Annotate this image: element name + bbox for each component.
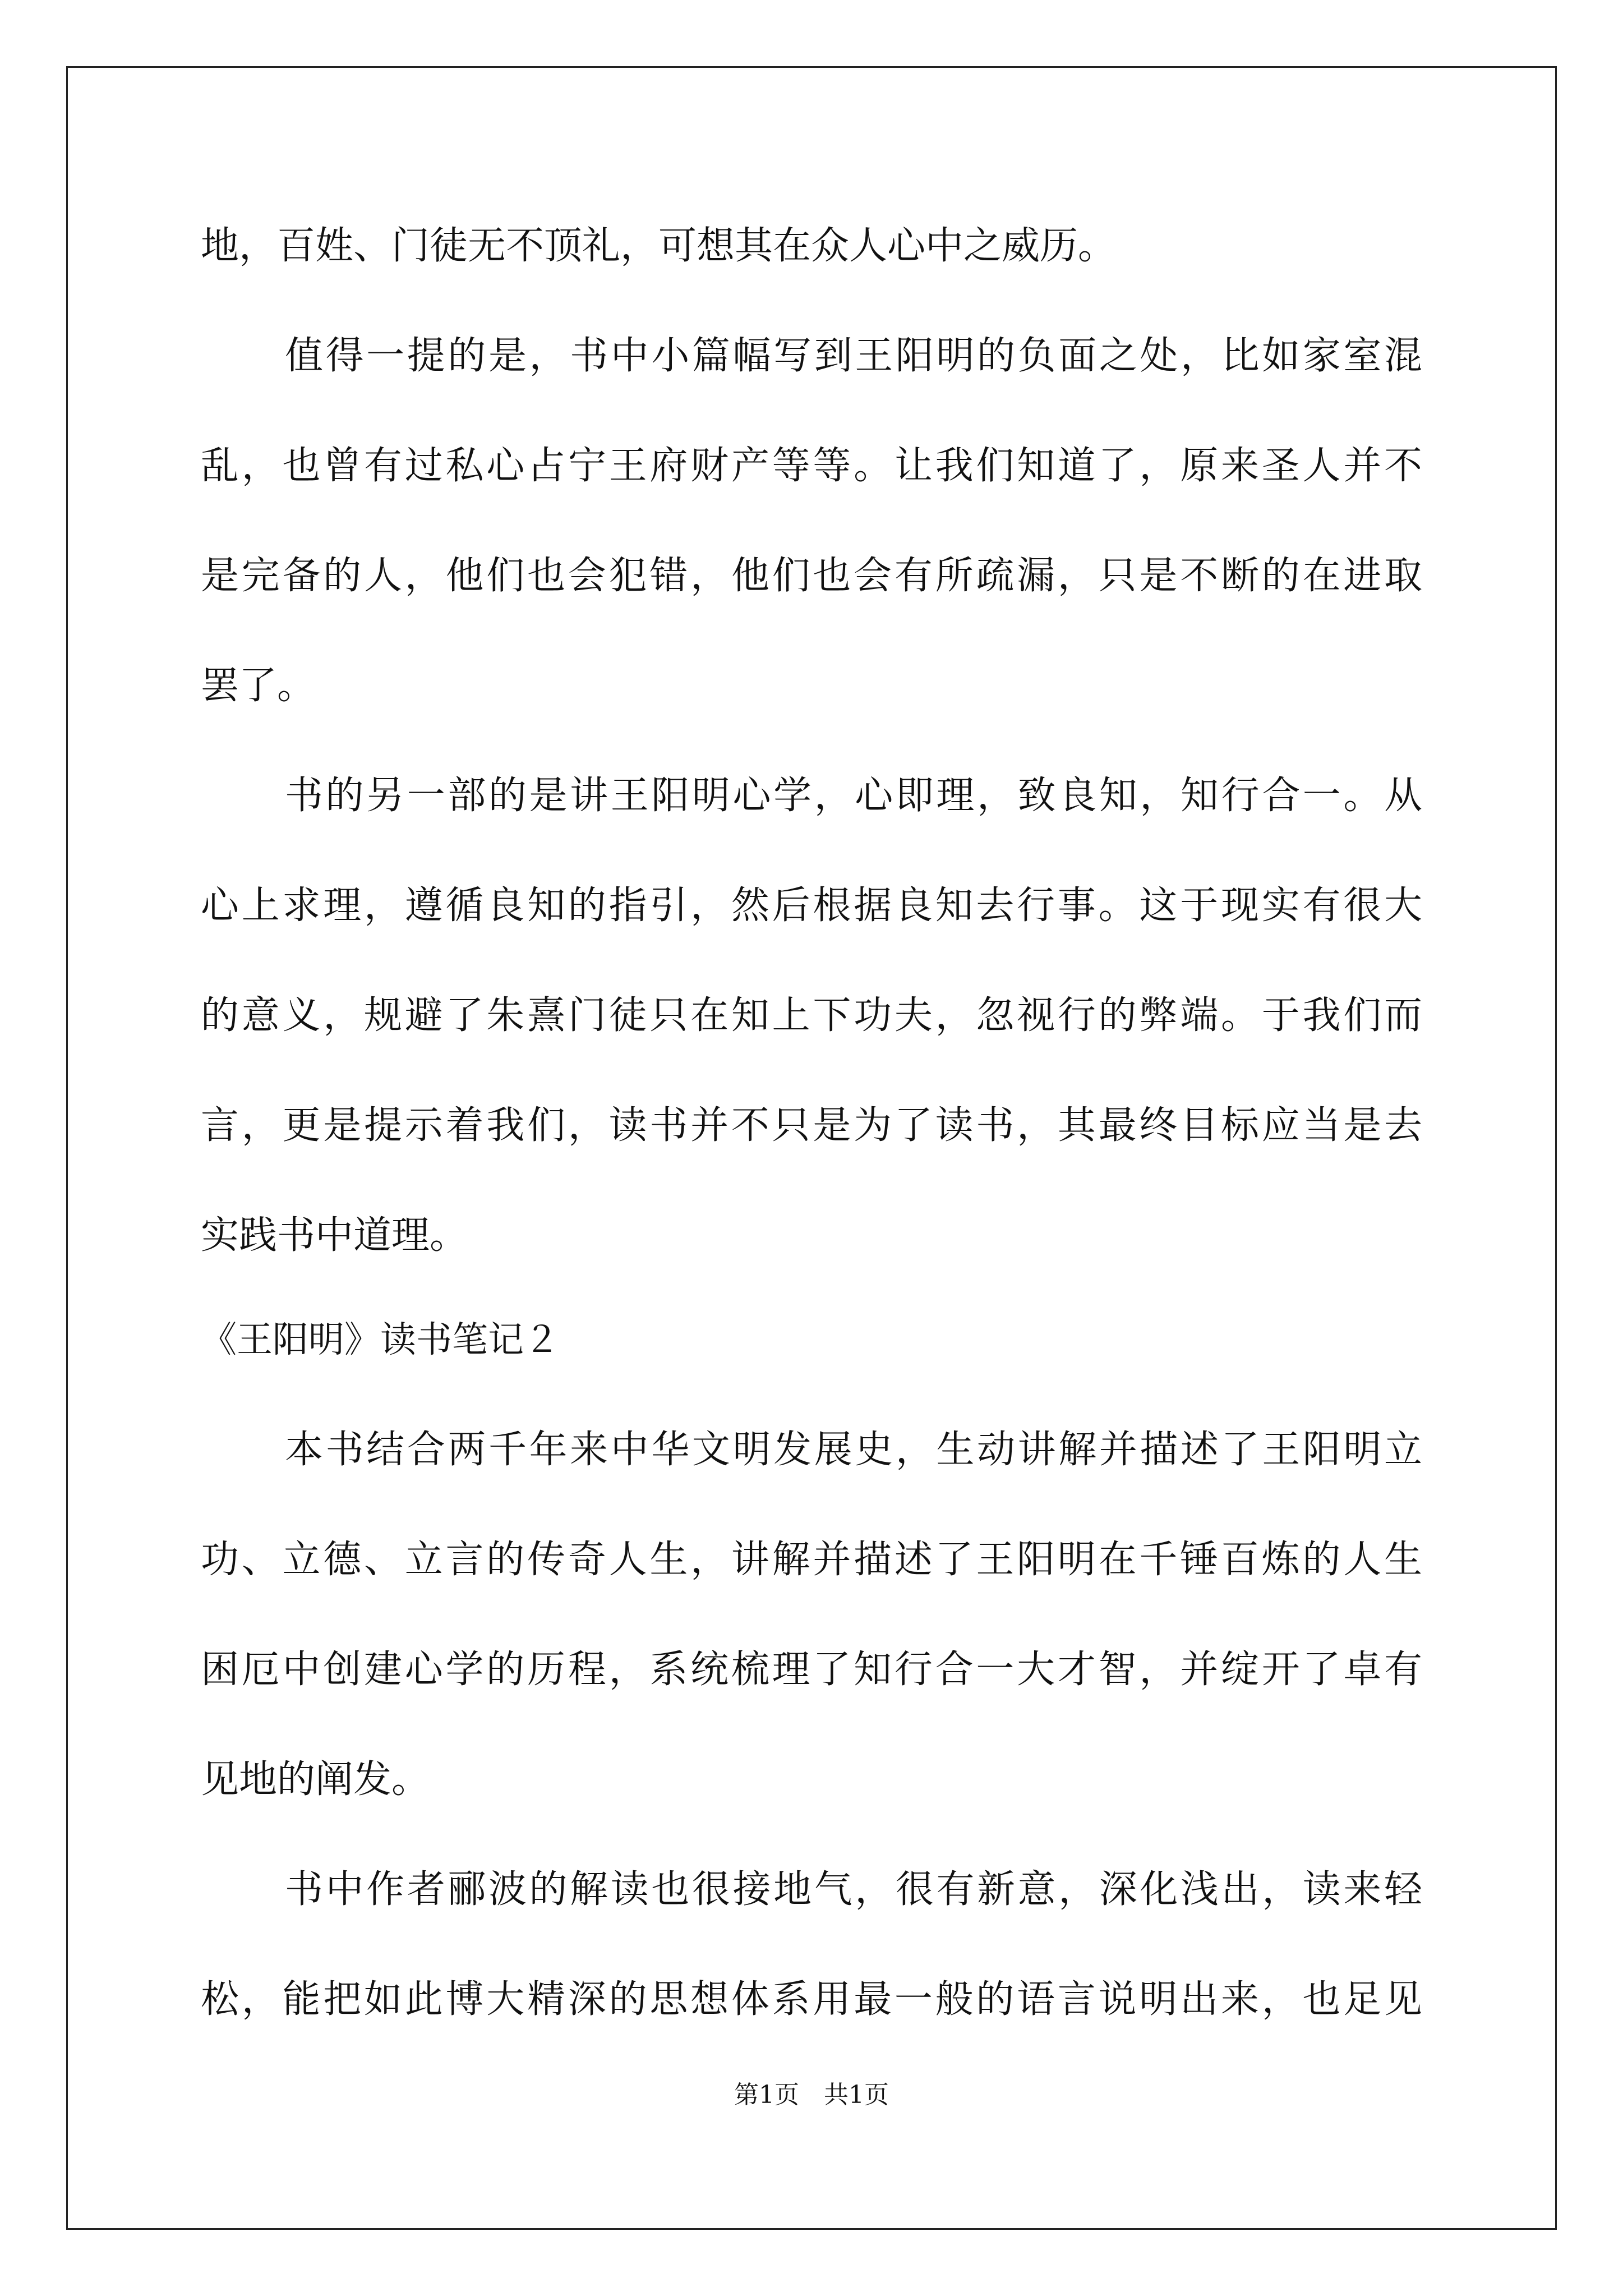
paragraph-5-line-2: 松，能把如此博大精深的思想体系用最一般的语言说明出来，也足见 [201, 1977, 1422, 2022]
paragraph-4-line-4: 见地的阐发。 [201, 1757, 430, 1802]
paragraph-3-line-5: 实践书中道理。 [201, 1213, 468, 1258]
paragraph-4-line-2: 功、立德、立言的传奇人生，讲解并描述了王阳明在千锤百炼的人生 [201, 1538, 1422, 1582]
paragraph-2-line-4: 罢了。 [201, 664, 316, 708]
paragraph-3-line-3: 的意义，规避了朱熹门徒只在知上下功夫，忽视行的弊端。于我们而 [201, 993, 1422, 1038]
paragraph-3-line-1: 书的另一部的是讲王阳明心学，心即理，致良知，知行合一。从 [285, 774, 1422, 818]
paragraph-2-line-3: 是完备的人，他们也会犯错，他们也会有所疏漏，只是不断的在进取 [201, 554, 1422, 598]
paragraph-5-line-1: 书中作者郦波的解读也很接地气，很有新意，深化浅出，读来轻 [285, 1867, 1422, 1912]
page-footer: 第1页 共1页 [734, 2081, 889, 2109]
paragraph-4-line-3: 困厄中创建心学的历程，系统梳理了知行合一大才智，并绽开了卓有 [201, 1648, 1422, 1692]
section-heading: 《王阳明》读书笔记２ [201, 1319, 560, 1361]
paragraph-2-line-1: 值得一提的是，书中小篇幅写到王阳明的负面之处，比如家室混 [285, 334, 1422, 378]
paragraph-4-line-1: 本书结合两千年来中华文明发展史，生动讲解并描述了王阳明立 [285, 1428, 1422, 1472]
paragraph-3-line-2: 心上求理，遵循良知的指引，然后根据良知去行事。这于现实有很大 [201, 884, 1422, 928]
paragraph-3-line-4: 言，更是提示着我们，读书并不只是为了读书，其最终目标应当是去 [201, 1103, 1422, 1148]
paragraph-2-line-2: 乱，也曾有过私心占宁王府财产等等。让我们知道了，原来圣人并不 [201, 444, 1422, 488]
paragraph-1-line-1: 地，百姓、门徒无不顶礼，可想其在众人心中之威历。 [201, 224, 1117, 268]
